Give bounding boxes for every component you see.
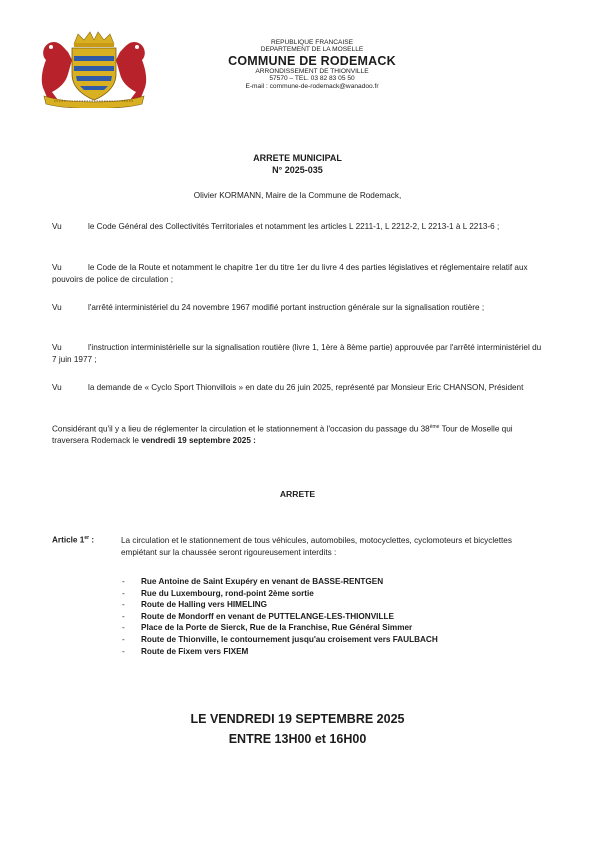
considerant-text: Considérant qu'il y a lieu de réglementer la circulation et le stationnement à l'occasion du passage du 38 bbox=[52, 424, 430, 434]
header-department: DEPARTEMENT DE LA MOSELLE bbox=[260, 45, 364, 53]
arrete-heading: ARRETE bbox=[279, 489, 316, 499]
considerant-paragraph bbox=[52, 422, 544, 447]
vu-paragraph bbox=[52, 262, 544, 285]
list-item bbox=[122, 588, 542, 600]
list-dash: - bbox=[122, 646, 125, 656]
list-item bbox=[122, 622, 542, 634]
vu-paragraph bbox=[52, 342, 544, 365]
route-text: Rue du Luxembourg, rond-point 2ème sortie bbox=[141, 588, 314, 598]
header-phone: 57570 – TEL. 03 82 83 05 50 bbox=[269, 74, 355, 82]
header-arrondissement: ARRONDISSEMENT DE THIONVILLE bbox=[255, 67, 369, 75]
vu-label: Vu bbox=[52, 303, 62, 312]
vu-text: le Code de la Route et notamment le chapitre 1er du titre 1er du livre 4 des parties législatives et réglementaire relatif aux pouvoirs de police de circulation ; bbox=[52, 263, 528, 284]
commune-header bbox=[218, 40, 406, 91]
article-label-sup: er bbox=[84, 535, 90, 541]
list-dash: - bbox=[122, 600, 125, 610]
vu-text: la demande de « Cyclo Sport Thionvillois » en date du 26 juin 2025, représenté par Monsieur Eric CHANSON, Président bbox=[88, 383, 524, 392]
vu-text: l'instruction interministérielle sur la signalisation routière (livre 1, 1ère à 8ème partie) approuvée par l'arrêté interministériel du 7 juin 1977 ; bbox=[52, 343, 542, 364]
list-dash: - bbox=[122, 588, 125, 598]
article-label-suffix: : bbox=[89, 535, 95, 545]
document-title: ARRETE MUNICIPAL bbox=[253, 153, 342, 163]
vu-paragraph bbox=[52, 382, 544, 394]
list-item bbox=[122, 646, 542, 658]
vu-label: Vu bbox=[52, 383, 62, 392]
header-commune-name: COMMUNE DE RODEMACK bbox=[228, 53, 396, 68]
list-item bbox=[122, 611, 542, 623]
route-text: Route de Mondorff en venant de PUTTELANGE-LES-THIONVILLE bbox=[141, 611, 394, 621]
route-text: Route de Thionville, le contournement jusqu'au croisement vers FAULBACH bbox=[141, 634, 438, 644]
vu-text: le Code Général des Collectivités Territoriales et notamment les articles L 2211-1, L 2212-2, L 2213-1 à L 2213-6 ; bbox=[88, 222, 500, 231]
vu-label: Vu bbox=[52, 222, 62, 231]
list-item bbox=[122, 599, 542, 611]
considerant-ordinal: ème bbox=[429, 424, 440, 430]
route-text: Rue Antoine de Saint Exupéry en venant de BASSE-RENTGEN bbox=[141, 577, 384, 586]
closing-date: LE VENDREDI 19 SEPTEMBRE 2025 bbox=[190, 712, 405, 726]
coat-of-arms-icon bbox=[38, 30, 150, 108]
header-email: E-mail : commune-de-rodemack@wanadoo.fr bbox=[245, 82, 379, 90]
article-text: La circulation et le stationnement de tous véhicules, automobiles, motocyclettes, cyclomoteurs et bicyclettes empiétant sur la chaussée seront rigoureusement interdits : bbox=[121, 536, 512, 557]
list-item bbox=[122, 576, 542, 588]
article-label-text: Article 1 bbox=[52, 535, 85, 545]
document-number: N° 2025-035 bbox=[272, 165, 323, 175]
vu-paragraph bbox=[52, 221, 544, 233]
mayor-intro: Olivier KORMANN, Maire de la Commune de Rodemack, bbox=[193, 191, 402, 200]
closing-hours: ENTRE 13H00 et 16H00 bbox=[228, 732, 367, 746]
list-dash: - bbox=[122, 623, 125, 633]
list-item bbox=[122, 634, 542, 646]
considerant-text-end: Tour de Moselle qui traversera Rodemack le bbox=[52, 424, 513, 446]
list-dash: - bbox=[122, 611, 125, 621]
article-label bbox=[52, 535, 94, 545]
vu-label: Vu bbox=[52, 263, 62, 272]
route-text: Place de la Porte de Sierck, Rue de la Franchise, Rue Général Simmer bbox=[141, 623, 413, 633]
list-dash: - bbox=[122, 577, 125, 586]
route-list bbox=[122, 576, 542, 657]
header-republic: REPUBLIQUE FRANCAISE bbox=[270, 39, 354, 46]
route-text: Route de Halling vers HIMELING bbox=[141, 600, 268, 610]
list-dash: - bbox=[122, 634, 125, 644]
considerant-date: vendredi 19 septembre 2025 : bbox=[141, 436, 256, 446]
route-text: Route de Fixem vers FIXEM bbox=[141, 646, 249, 656]
vu-text: l'arrêté interministériel du 24 novembre 1967 modifié portant instruction générale sur la signalisation routière ; bbox=[88, 303, 485, 312]
vu-paragraph bbox=[52, 302, 544, 314]
vu-label: Vu bbox=[52, 343, 62, 352]
